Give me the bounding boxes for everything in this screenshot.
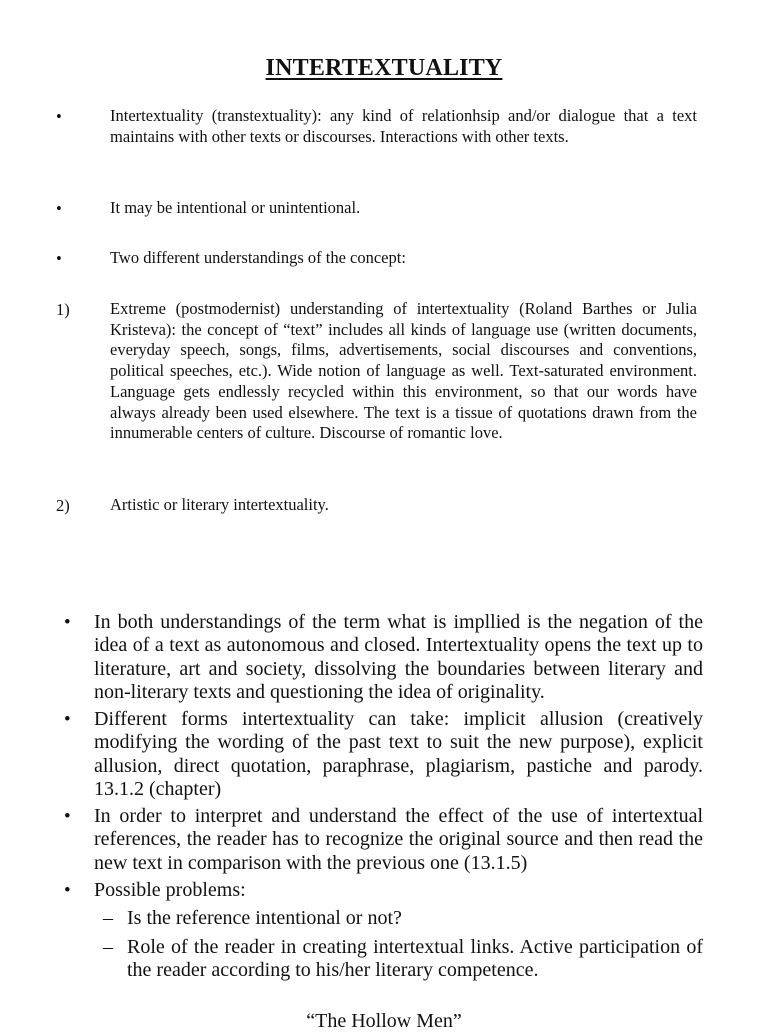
dash-marker: – <box>103 936 113 958</box>
bullet-marker: • <box>56 107 62 126</box>
slide-bullet-text: Possible problems: <box>94 879 246 901</box>
sub-bullet-text: Is the reference intentional or not? <box>127 907 402 929</box>
sub-bullet-text: Role of the reader in creating intertextual links. Active participation of the reader according to his/her literary competence. <box>127 936 703 982</box>
bullet-marker: • <box>56 199 62 218</box>
bullet-marker: • <box>64 880 71 901</box>
numbered-item-text: Extreme (postmodernist) understanding of intertextuality (Roland Barthes or Julia Kristeva): the concept of “text” includes all kinds of language use (written documents, everyday speech, songs, films, advertisements, social discourses and conventions, political speeches, etc.). Wide notion of language as well. Text-saturated environment. Language gets endlessly recycled within this environment, so that our words have always already been used elsewhere. The text is a tissue of quotations drawn from the innumerable centers of culture. Discourse of romantic love. <box>110 299 697 443</box>
poem-title: “The Hollow Men” <box>306 1010 462 1032</box>
bullet-marker: • <box>56 249 62 268</box>
number-marker: 1) <box>56 300 70 319</box>
slide-bullet-text: In both understandings of the term what is impllied is the negation of the idea of a text as autonomous and closed. Intertextuality opens the text up to literature, art and society, dissolving the boundaries between literary and non-literary texts and questioning the idea of originality. <box>94 611 703 704</box>
list-item-text: Intertextuality (transtextuality): any kind of relationhsip and/or dialogue that a text maintains with other texts or discourses. Interactions with other texts. <box>110 106 697 146</box>
page-title: INTERTEXTUALITY <box>265 55 503 81</box>
bullet-marker: • <box>64 612 71 633</box>
numbered-item-text: Artistic or literary intertextuality. <box>110 495 329 514</box>
number-marker: 2) <box>56 496 70 515</box>
dash-marker: – <box>103 907 113 929</box>
list-item-text: It may be intentional or unintentional. <box>110 198 361 217</box>
bullet-marker: • <box>64 806 71 827</box>
list-item-text: Two different understandings of the concept: <box>110 248 406 267</box>
slide-bullet-text: Different forms intertextuality can take: implicit allusion (creatively modifying the wording of the past text to suit the new purpose), explicit allusion, direct quotation, paraphrase, plagiarism, pastiche and parody. 13.1.2 (chapter) <box>94 708 703 801</box>
slide-bullet-text: In order to interpret and understand the effect of the use of intertextual references, the reader has to recognize the original source and then read the new text in comparison with the previous one (13.1.5) <box>94 805 703 874</box>
bullet-marker: • <box>64 709 71 730</box>
